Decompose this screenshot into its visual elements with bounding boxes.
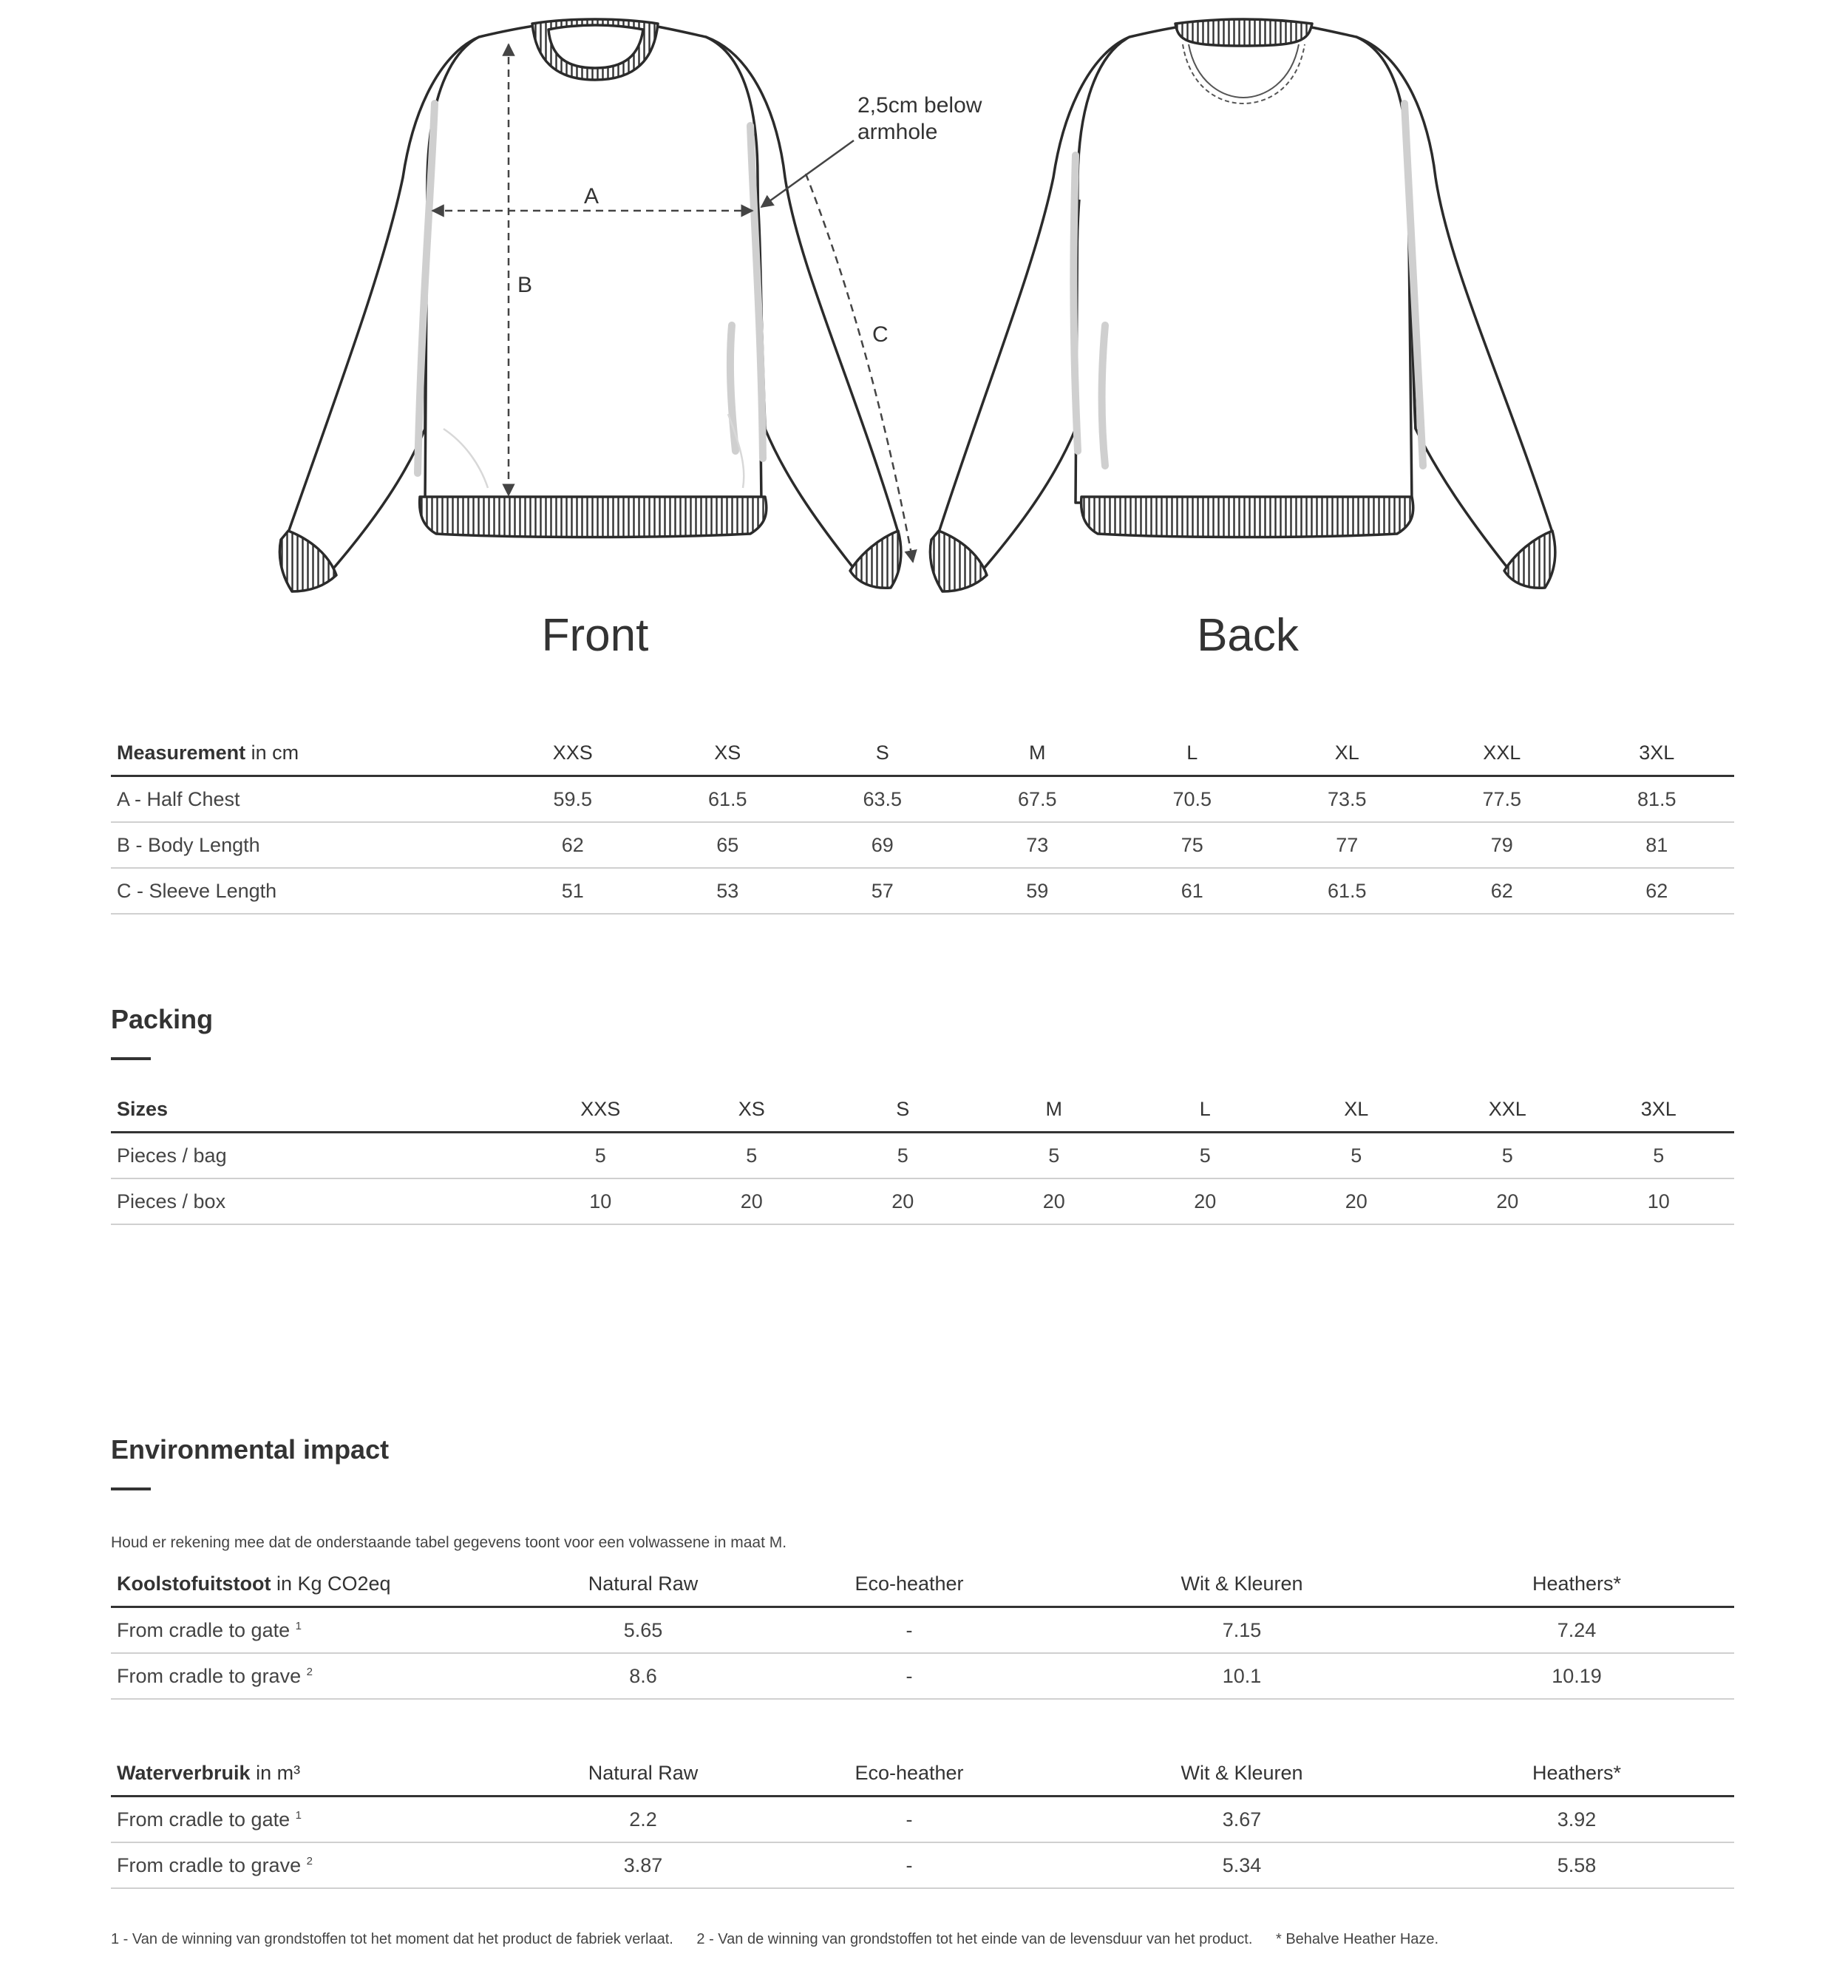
garment-illustration xyxy=(0,0,1848,680)
row-label: From cradle to grave $^2$ xyxy=(111,1653,532,1699)
table-cell: 10 xyxy=(1583,1178,1735,1224)
size-header: S xyxy=(805,730,960,776)
table-cell: 10 xyxy=(525,1178,676,1224)
environmental-title: Environmental impact xyxy=(111,1434,390,1465)
size-header: XS xyxy=(650,730,806,776)
table-cell: 70.5 xyxy=(1115,776,1270,823)
table-cell: 51 xyxy=(495,868,650,914)
footnotes xyxy=(111,1931,1458,1948)
table-cell: 8.6 xyxy=(532,1653,754,1699)
table-row xyxy=(111,1842,1734,1888)
table-row xyxy=(111,1797,1734,1843)
table-cell: 73 xyxy=(960,822,1115,868)
table-cell: 5.58 xyxy=(1419,1842,1734,1888)
environmental-title-rule xyxy=(111,1487,151,1490)
table-row xyxy=(111,1133,1734,1179)
table-cell: 10.19 xyxy=(1419,1653,1734,1699)
table-cell: 63.5 xyxy=(805,776,960,823)
size-header: XXS xyxy=(495,730,650,776)
table-cell: 73.5 xyxy=(1270,776,1425,823)
table-cell: 3.92 xyxy=(1419,1797,1734,1843)
table-cell: - xyxy=(754,1797,1064,1843)
table-cell: 61.5 xyxy=(1270,868,1425,914)
row-label: B - Body Length xyxy=(111,822,495,868)
footnote-3: * Behalve Heather Haze. xyxy=(1275,1931,1439,1947)
carbon-header-row xyxy=(111,1561,1734,1607)
footnote-2: 2 - Van de winning van grondstoffen tot het einde van de levensduur van het product. xyxy=(696,1931,1253,1947)
table-cell: 2.2 xyxy=(532,1797,754,1843)
table-cell: 20 xyxy=(1129,1178,1281,1224)
size-header: XXL xyxy=(1432,1087,1583,1133)
table-cell: 62 xyxy=(495,822,650,868)
armhole-note-line-2: armhole xyxy=(857,120,938,144)
packing-header: Sizes xyxy=(111,1087,525,1133)
column-header: Heathers* xyxy=(1419,1561,1734,1607)
size-header: XL xyxy=(1270,730,1425,776)
row-label: Pieces / bag xyxy=(111,1133,525,1179)
table-cell: 20 xyxy=(979,1178,1130,1224)
table-cell: 77 xyxy=(1270,822,1425,868)
packing-title: Packing xyxy=(111,1004,214,1034)
table-row xyxy=(111,1653,1734,1699)
carbon-table xyxy=(111,1561,1734,1700)
column-header: Eco-heather xyxy=(754,1561,1064,1607)
water-header-row xyxy=(111,1751,1734,1797)
table-cell: 20 xyxy=(827,1178,979,1224)
table-cell: 59.5 xyxy=(495,776,650,823)
table-cell: 53 xyxy=(650,868,806,914)
row-label: From cradle to gate $^1$ xyxy=(111,1797,532,1843)
table-row xyxy=(111,1607,1734,1654)
back-hem-band xyxy=(1081,497,1413,537)
front-sweater-drawing xyxy=(279,19,900,591)
measurement-table xyxy=(111,730,1734,915)
size-header: L xyxy=(1115,730,1270,776)
water-header: Waterverbruik in m³ xyxy=(111,1751,532,1797)
row-label: Pieces / box xyxy=(111,1178,525,1224)
label-b: B xyxy=(517,273,533,297)
table-cell: 75 xyxy=(1115,822,1270,868)
label-c: C xyxy=(872,322,889,347)
table-cell: 62 xyxy=(1580,868,1735,914)
label-a: A xyxy=(584,184,599,208)
size-header: XXS xyxy=(525,1087,676,1133)
table-cell: 3.67 xyxy=(1064,1797,1419,1843)
table-cell: 3.87 xyxy=(532,1842,754,1888)
row-label: From cradle to gate $^1$ xyxy=(111,1607,532,1654)
table-cell: 79 xyxy=(1424,822,1580,868)
table-cell: 5 xyxy=(827,1133,979,1179)
armhole-note-line-1: 2,5cm below xyxy=(857,93,982,118)
row-label: From cradle to grave $^2$ xyxy=(111,1842,532,1888)
table-cell: 7.15 xyxy=(1064,1607,1419,1654)
size-header: M xyxy=(960,730,1115,776)
table-cell: 81 xyxy=(1580,822,1735,868)
table-cell: 62 xyxy=(1424,868,1580,914)
table-cell: 65 xyxy=(650,822,806,868)
table-cell: 5.65 xyxy=(532,1607,754,1654)
size-header: 3XL xyxy=(1580,730,1735,776)
table-row xyxy=(111,776,1734,823)
column-header: Natural Raw xyxy=(532,1751,754,1797)
packing-header-row xyxy=(111,1087,1734,1133)
row-label: C - Sleeve Length xyxy=(111,868,495,914)
back-neck-rib xyxy=(1175,19,1312,46)
table-cell: 59 xyxy=(960,868,1115,914)
table-cell: 5 xyxy=(1281,1133,1433,1179)
column-header: Heathers* xyxy=(1419,1751,1734,1797)
table-cell: 20 xyxy=(1281,1178,1433,1224)
table-cell: 5 xyxy=(1432,1133,1583,1179)
size-header: XL xyxy=(1281,1087,1433,1133)
environmental-note: Houd er rekening mee dat de onderstaande tabel gegevens toont voor een volwassene in maat M. xyxy=(111,1534,787,1551)
table-cell: 5 xyxy=(979,1133,1130,1179)
size-header: XS xyxy=(676,1087,828,1133)
size-header: L xyxy=(1129,1087,1281,1133)
table-row xyxy=(111,822,1734,868)
table-cell: 20 xyxy=(1432,1178,1583,1224)
size-header: XXL xyxy=(1424,730,1580,776)
table-cell: 61 xyxy=(1115,868,1270,914)
table-cell: 5 xyxy=(676,1133,828,1179)
table-cell: 5 xyxy=(1129,1133,1281,1179)
table-cell: 20 xyxy=(676,1178,828,1224)
table-cell: 81.5 xyxy=(1580,776,1735,823)
column-header: Natural Raw xyxy=(532,1561,754,1607)
front-body xyxy=(425,22,761,503)
table-cell: 69 xyxy=(805,822,960,868)
table-row xyxy=(111,868,1734,914)
table-cell: 5 xyxy=(1583,1133,1735,1179)
table-cell: 10.1 xyxy=(1064,1653,1419,1699)
table-row xyxy=(111,1178,1734,1224)
water-table xyxy=(111,1751,1734,1889)
back-sweater-drawing xyxy=(930,19,1555,591)
carbon-header: Koolstofuitstoot in Kg CO2eq xyxy=(111,1561,532,1607)
table-cell: - xyxy=(754,1842,1064,1888)
table-cell: 5.34 xyxy=(1064,1842,1419,1888)
table-cell: 77.5 xyxy=(1424,776,1580,823)
measurement-header: Measurement in cm xyxy=(111,730,495,776)
row-label: A - Half Chest xyxy=(111,776,495,823)
table-cell: 7.24 xyxy=(1419,1607,1734,1654)
packing-table xyxy=(111,1087,1734,1225)
footnote-1: 1 - Van de winning van grondstoffen tot het moment dat het product de fabriek verlaat. xyxy=(111,1931,673,1947)
column-header: Wit & Kleuren xyxy=(1064,1561,1419,1607)
size-header: S xyxy=(827,1087,979,1133)
table-cell: 67.5 xyxy=(960,776,1115,823)
back-body xyxy=(1076,22,1412,503)
table-cell: 5 xyxy=(525,1133,676,1179)
measurement-header-row xyxy=(111,730,1734,776)
column-header: Wit & Kleuren xyxy=(1064,1751,1419,1797)
packing-title-rule xyxy=(111,1057,151,1060)
table-cell: - xyxy=(754,1653,1064,1699)
size-header: 3XL xyxy=(1583,1087,1735,1133)
table-cell: - xyxy=(754,1607,1064,1654)
column-header: Eco-heather xyxy=(754,1751,1064,1797)
table-cell: 57 xyxy=(805,868,960,914)
back-label: Back xyxy=(1197,610,1299,661)
front-hem-band xyxy=(420,497,767,537)
front-label: Front xyxy=(541,610,649,661)
table-cell: 61.5 xyxy=(650,776,806,823)
size-header: M xyxy=(979,1087,1130,1133)
